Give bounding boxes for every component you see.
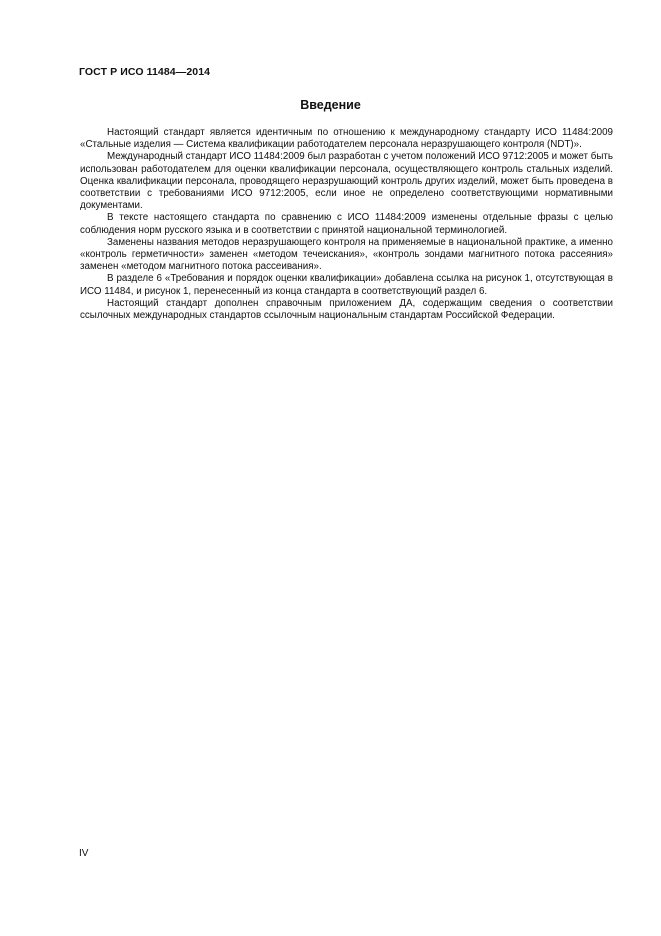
paragraph: Настоящий стандарт дополнен справочным приложением ДА, содержащим сведения о соответствии ссылочных международных стандартов ссылочным национальным стандартам Российской Федерации. (80, 297, 613, 322)
paragraph: В тексте настоящего стандарта по сравнению с ИСО 11484:2009 изменены отдельные фразы с целью соблюдения норм русского языка и в соответствии с принятой национальной терминологией. (80, 212, 613, 236)
paragraph: Заменены названия методов неразрушающего контроля на применяемые в национальной практике, а именно «контроль герметичности» заменен «методом течеискания», «контроль зондами магнитного потока рассеяния» заменен «методом магнитного потока рассеивания». (80, 236, 613, 273)
paragraph: Настоящий стандарт является идентичным по отношению к международному стандарту ИСО 11484:2009 «Стальные изделия — Система квалификации работодателем персонала неразрушающего контроля (NDT)». (80, 127, 613, 151)
section-title: Введение (300, 98, 361, 112)
page-number: IV (79, 848, 89, 859)
standard-designation: ГОСТ Р ИСО 11484—2014 (79, 66, 211, 78)
paragraph: Международный стандарт ИСО 11484:2009 был разработан с учетом положений ИСО 9712:2005 и может быть использован работодателем для оценки квалификации персонала, осуществляющего контроль стальных изделий. Оценка квалификации персонала, проводящего неразрушающий контроль других изделий, может быть проведена в соответствии с требованиями ИСО 9712:2005, если иное не определено соответствующими нормативными документами. (80, 151, 613, 212)
paragraph: В разделе 6 «Требования и порядок оценки квалификации» добавлена ссылка на рисунок 1, отсутствующая в ИСО 11484, и рисунок 1, перенесенный из конца стандарта в соответствующий раздел 6. (80, 273, 613, 297)
introduction-body (80, 127, 613, 322)
